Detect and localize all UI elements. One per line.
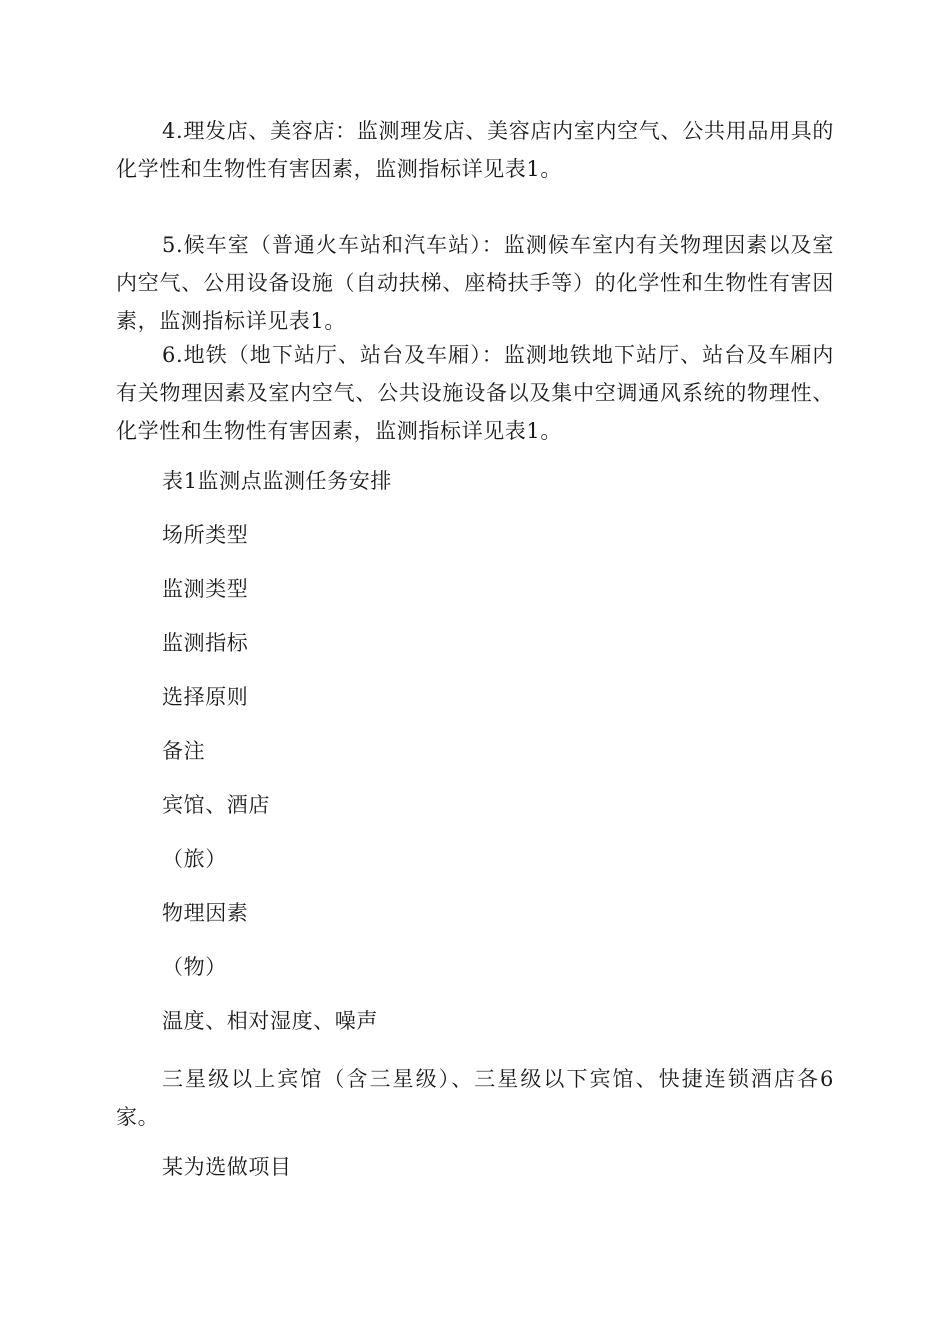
cell-indicators: 温度、相对湿度、噪声 xyxy=(162,1009,378,1033)
paragraph-waiting-room: 5.候车室（普通火车站和汽车站）：监测候车室内有关物理因素以及室内空气、公用设备设施（自动扶梯、座椅扶手等）的化学性和生物性有害因素，监测指标详见表1。 xyxy=(116,233,834,333)
table-header-principle: 选择原则 xyxy=(162,685,249,709)
table-header-monitor-type: 监测类型 xyxy=(162,577,249,601)
table-header-note: 备注 xyxy=(162,739,206,763)
table-header-indicators: 监测指标 xyxy=(162,631,249,655)
cell-place-abbr: （旅） xyxy=(162,847,227,871)
cell-place: 宾馆、酒店 xyxy=(162,793,270,817)
table-header-place-type: 场所类型 xyxy=(162,523,249,547)
cell-note: 某为选做项目 xyxy=(162,1155,292,1179)
paragraph-barber-beauty: 4.理发店、美容店：监测理发店、美容店内室内空气、公共用品用具的化学性和生物性有害因素，监测指标详见表1。 xyxy=(116,119,834,181)
paragraph-subway: 6.地铁（地下站厅、站台及车厢）：监测地铁地下站厅、站台及车厢内有关物理因素及室内空气、公共设施设备以及集中空调通风系统的物理性、化学性和生物性有害因素，监测指标详见表1。 xyxy=(116,343,834,443)
cell-type: 物理因素 xyxy=(162,901,249,925)
table-caption: 表1监测点监测任务安排 xyxy=(162,469,392,493)
cell-principle: 三星级以上宾馆（含三星级）、三星级以下宾馆、快捷连锁酒店各6家。 xyxy=(116,1067,834,1129)
cell-type-abbr: （物） xyxy=(162,955,227,979)
